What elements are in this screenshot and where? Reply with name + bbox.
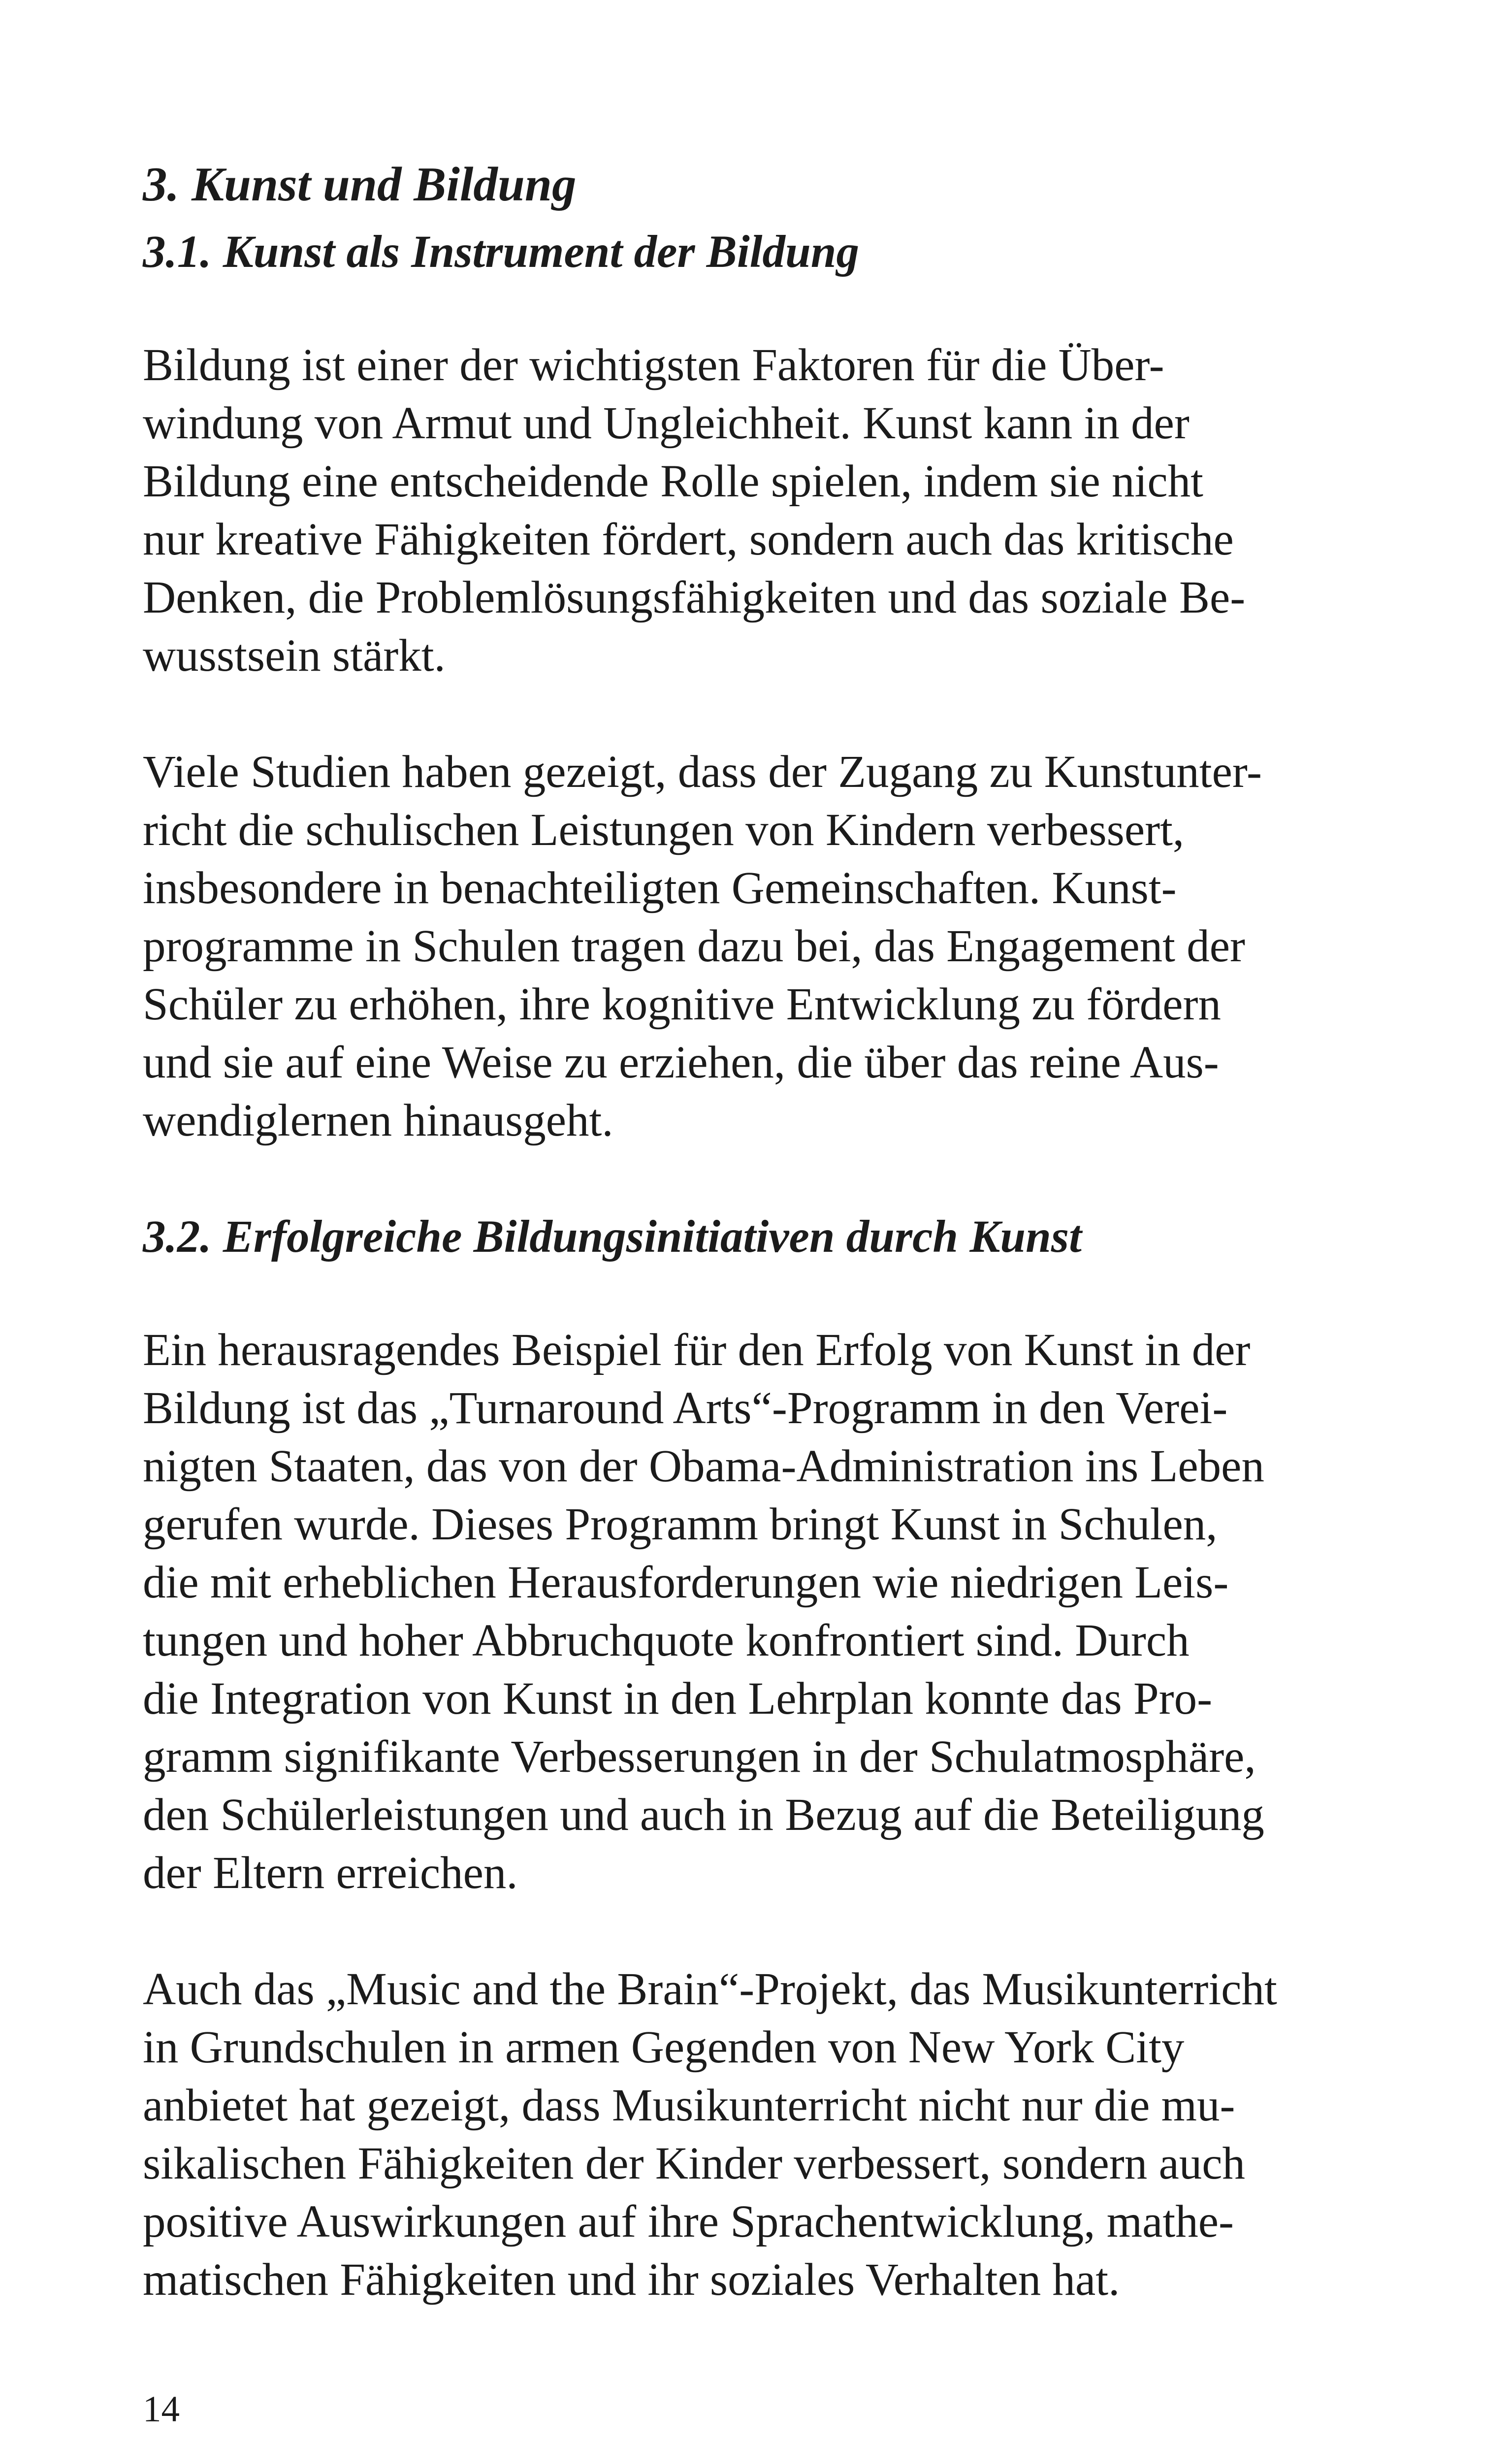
text-line: gerufen wurde. Dieses Programm bringt Kunst in Schulen, — [143, 1499, 1218, 1550]
text-line: in Grundschulen in armen Gegenden von New York City — [143, 2022, 1185, 2073]
text-line: richt die schulischen Leistungen von Kindern verbessert, — [143, 805, 1185, 855]
text-line: anbietet hat gezeigt, dass Musikunterricht nicht nur die mu- — [143, 2080, 1235, 2131]
text-line: Ein herausragendes Beispiel für den Erfolg von Kunst in der — [143, 1325, 1251, 1375]
text-line: gramm signifikante Verbesserungen in der Schulatmosphäre, — [143, 1731, 1256, 1782]
text-line: Bildung ist einer der wichtigsten Faktoren für die Über- — [143, 340, 1164, 391]
text-line: Bildung ist das „Turnaround Arts“-Programm in den Verei- — [143, 1383, 1228, 1433]
text-line: matischen Fähigkeiten und ihr soziales Verhalten hat. — [143, 2254, 1120, 2305]
text-line: Denken, die Problemlösungsfähigkeiten und das soziale Be- — [143, 572, 1246, 623]
text-line: den Schülerleistungen und auch in Bezug auf die Beteiligung — [143, 1790, 1264, 1840]
text-line: insbesondere in benachteiligten Gemeinschaften. Kunst- — [143, 863, 1177, 913]
text-line: Schüler zu erhöhen, ihre kognitive Entwicklung zu fördern — [143, 979, 1221, 1030]
text-line: Auch das „Music and the Brain“-Projekt, das Musikunterricht — [143, 1964, 1277, 2015]
text-line: positive Auswirkungen auf ihre Sprachentwicklung, mathe- — [143, 2196, 1234, 2247]
text-line: windung von Armut und Ungleichheit. Kunst kann in der — [143, 398, 1190, 449]
text-line: sikalischen Fähigkeiten der Kinder verbessert, sondern auch — [143, 2138, 1246, 2189]
text-line: die Integration von Kunst in den Lehrplan konnte das Pro- — [143, 1673, 1213, 1724]
text-line: tungen und hoher Abbruchquote konfrontiert sind. Durch — [143, 1615, 1190, 1666]
text-line: nur kreative Fähigkeiten fördert, sondern auch das kritische — [143, 514, 1234, 565]
text-line: Bildung eine entscheidende Rolle spielen, indem sie nicht — [143, 456, 1203, 507]
text-line: und sie auf eine Weise zu erziehen, die über das reine Aus- — [143, 1037, 1219, 1088]
text-line: der Eltern erreichen. — [143, 1848, 518, 1898]
text-line: Viele Studien haben gezeigt, dass der Zugang zu Kunstunter- — [143, 747, 1262, 797]
page-number: 14 — [143, 2389, 180, 2430]
text-line: wendiglernen hinausgeht. — [143, 1095, 613, 1146]
section-heading-3-2: 3.2. Erfolgreiche Bildungsinitiativen durch Kunst — [143, 1211, 1082, 1262]
chapter-heading: 3. Kunst und Bildung — [143, 158, 577, 211]
section-heading-3-1: 3.1. Kunst als Instrument der Bildung — [143, 227, 859, 277]
text-line: wusstsein stärkt. — [143, 630, 446, 681]
text-line: nigten Staaten, das von der Obama-Administration ins Leben — [143, 1441, 1264, 1492]
text-line: programme in Schulen tragen dazu bei, das Engagement der — [143, 921, 1245, 972]
text-line: die mit erheblichen Herausforderungen wie niedrigen Leis- — [143, 1557, 1229, 1608]
